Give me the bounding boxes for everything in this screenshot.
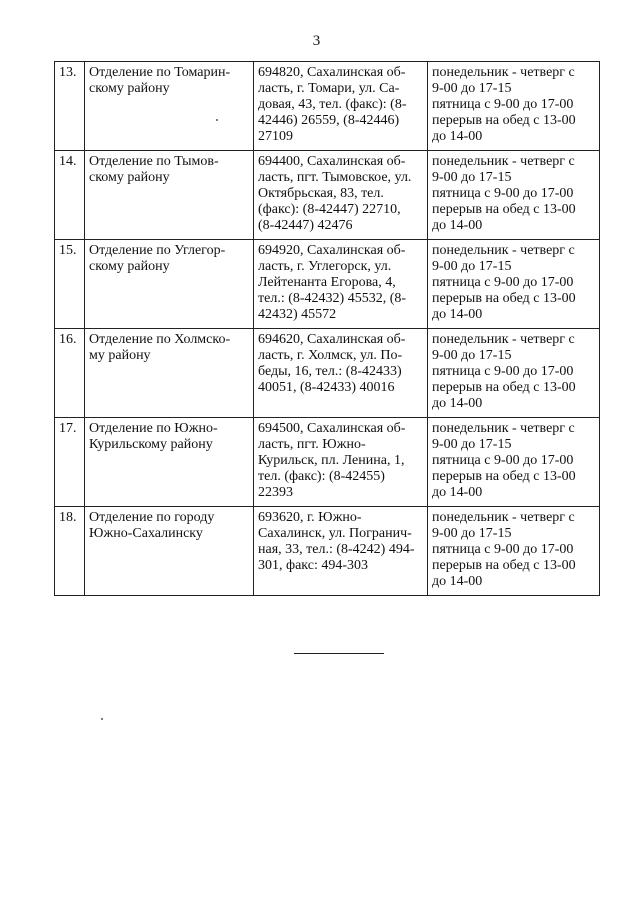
address-line: 42446) 26559, (8-42446) [258,113,400,128]
address-line: 694400, Сахалинская об- [258,154,406,169]
table-row [55,62,600,151]
working-hours-line: до 14-00 [432,307,483,322]
address-line: (8-42447) 42476 [258,218,353,233]
office-name-line: Отделение по Холмско- [89,332,231,347]
address-line: ласть, пгт. Тымовское, ул. [258,170,412,185]
office-name-line: Южно-Сахалинску [89,526,203,541]
address-line: ласть, г. Углегорск, ул. [258,259,392,274]
office-name-line: Курильскому району [89,437,213,452]
address-line: ная, 33, тел.: (8-4242) 494- [258,542,415,557]
table-row [55,507,600,596]
office-name-line: скому району [89,81,170,96]
working-hours-line: 9-00 до 17-15 [432,348,512,363]
address-line: 40051, (8-42433) 40016 [258,380,395,395]
working-hours-cell [428,62,600,151]
working-hours-line: перерыв на обед с 13-00 [432,113,576,128]
scan-speck [101,718,103,720]
address-line: 694500, Сахалинская об- [258,421,406,436]
address-line: 27109 [258,129,293,144]
offices-table-body [55,62,600,596]
working-hours-line: 9-00 до 17-15 [432,259,512,274]
scan-speck [216,119,218,121]
office-name-cell [85,418,254,507]
working-hours-line: 9-00 до 17-15 [432,81,512,96]
working-hours-line: пятница с 9-00 до 17-00 [432,542,574,557]
office-name-line: Отделение по Углегор- [89,243,226,258]
working-hours-line: 9-00 до 17-15 [432,437,512,452]
row-number: 15. [55,240,85,329]
working-hours-line: пятница с 9-00 до 17-00 [432,364,574,379]
address-line: довая, 43, тел. (факс): (8- [258,97,407,112]
address-line: Курильск, пл. Ленина, 1, [258,453,405,468]
working-hours-line: понедельник - четверг с [432,510,575,525]
working-hours-line: пятница с 9-00 до 17-00 [432,453,574,468]
address-line: беды, 16, тел.: (8-42433) [258,364,402,379]
address-cell [254,507,428,596]
office-name-cell [85,151,254,240]
address-line: тел.: (8-42432) 45532, (8- [258,291,407,306]
address-cell [254,240,428,329]
address-line: ласть, г. Томари, ул. Са- [258,81,400,96]
working-hours-line: понедельник - четверг с [432,65,575,80]
row-number: 18. [55,507,85,596]
working-hours-line: понедельник - четверг с [432,243,575,258]
office-name-line: скому району [89,259,170,274]
address-line: 694620, Сахалинская об- [258,332,406,347]
address-cell [254,62,428,151]
working-hours-line: понедельник - четверг с [432,421,575,436]
office-name-line: Отделение по Томарин- [89,65,231,80]
working-hours-line: 9-00 до 17-15 [432,170,512,185]
address-line: Лейтенанта Егорова, 4, [258,275,396,290]
address-line: 301, факс: 494-303 [258,558,369,573]
office-name-cell [85,329,254,418]
table-row [55,151,600,240]
working-hours-line: понедельник - четверг с [432,154,575,169]
working-hours-line: пятница с 9-00 до 17-00 [432,97,574,112]
address-cell [254,418,428,507]
office-name-line: Отделение по Тымов- [89,154,219,169]
row-number: 16. [55,329,85,418]
office-name-line: Отделение по Южно- [89,421,218,436]
address-cell [254,151,428,240]
office-name-cell [85,62,254,151]
table-row [55,329,600,418]
office-name-cell [85,507,254,596]
office-name-cell [85,240,254,329]
office-name-line: му району [89,348,151,363]
address-line: 22393 [258,485,293,500]
address-line: 694920, Сахалинская об- [258,243,406,258]
address-line: 42432) 45572 [258,307,337,322]
offices-table [54,61,600,596]
working-hours-line: пятница с 9-00 до 17-00 [432,186,574,201]
address-line: (факс): (8-42447) 22710, [258,202,401,217]
office-name-line: Отделение по городу [89,510,215,525]
working-hours-line: до 14-00 [432,485,483,500]
table-row [55,418,600,507]
working-hours-cell [428,507,600,596]
row-number: 13. [55,62,85,151]
working-hours-line: до 14-00 [432,396,483,411]
page-number: 3 [312,33,321,49]
address-line: Октябрьская, 83, тел. [258,186,384,201]
address-line: Сахалинск, ул. Погранич- [258,526,412,541]
working-hours-line: перерыв на обед с 13-00 [432,291,576,306]
working-hours-line: 9-00 до 17-15 [432,526,512,541]
working-hours-line: до 14-00 [432,218,483,233]
address-line: тел. (факс): (8-42455) [258,469,385,484]
working-hours-line: до 14-00 [432,129,483,144]
office-name-line: скому району [89,170,170,185]
working-hours-line: пятница с 9-00 до 17-00 [432,275,574,290]
working-hours-line: понедельник - четверг с [432,332,575,347]
address-line: 693620, г. Южно- [258,510,362,525]
working-hours-cell [428,329,600,418]
row-number: 14. [55,151,85,240]
table-row [55,240,600,329]
working-hours-line: перерыв на обед с 13-00 [432,380,576,395]
working-hours-line: перерыв на обед с 13-00 [432,202,576,217]
working-hours-cell [428,240,600,329]
working-hours-line: до 14-00 [432,574,483,589]
working-hours-line: перерыв на обед с 13-00 [432,558,576,573]
address-line: ласть, г. Холмск, ул. По- [258,348,403,363]
working-hours-line: перерыв на обед с 13-00 [432,469,576,484]
address-cell [254,329,428,418]
address-line: ласть, пгт. Южно- [258,437,366,452]
working-hours-cell [428,418,600,507]
working-hours-cell [428,151,600,240]
address-line: 694820, Сахалинская об- [258,65,406,80]
row-number: 17. [55,418,85,507]
end-divider-line [294,653,384,654]
